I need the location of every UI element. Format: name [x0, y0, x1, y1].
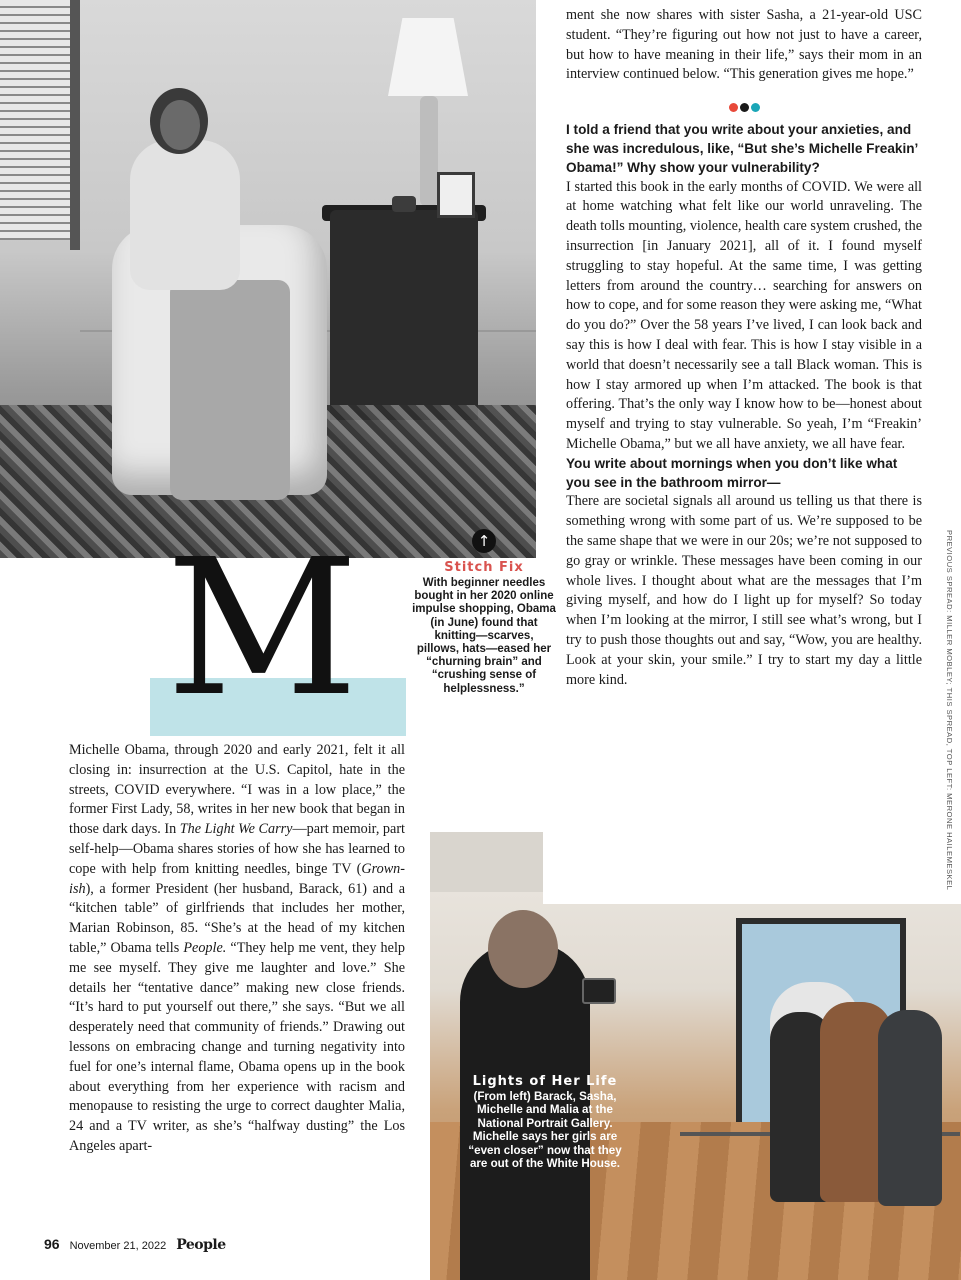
- article-body-right: [566, 6, 922, 690]
- arrow-up-icon: ↑: [472, 529, 496, 553]
- phone-camera: [582, 978, 616, 1004]
- section-divider: [566, 99, 922, 109]
- drop-cap: M: [166, 519, 359, 738]
- divider-dot-black: [740, 103, 749, 112]
- knitting-photo: [0, 0, 536, 558]
- magazine-mention: People.: [183, 939, 227, 956]
- person-body: [130, 140, 240, 290]
- continued-paragraph: ment she now shares with sister Sasha, a 21-year-old USC student. “They’re figuring out how not just to have a career, but how to have meaning in their life,” says their mom in an interview continued below. “This generation gives me hope.”: [566, 7, 922, 83]
- issue-date: November 21, 2022: [69, 1240, 167, 1252]
- caption-text: (From left) Barack, Sasha, Michelle and Malia at the National Portrait Gallery. Michelle says her girls are “even closer” now that they are out of the White House.: [468, 1090, 622, 1171]
- photo-cutout: [543, 832, 961, 904]
- divider-dot-red: [729, 103, 738, 112]
- question-2: You write about mornings when you don’t like what you see in the bathroom mirror—: [566, 455, 898, 490]
- lamp-base: [420, 96, 438, 206]
- window-frame: [70, 0, 80, 250]
- page-number: 96: [44, 1236, 60, 1252]
- side-table: [330, 210, 478, 420]
- picture-frame: [437, 172, 475, 218]
- caption-title: Lights of Her Life: [472, 1074, 618, 1089]
- answer-1: I started this book in the early months of COVID. We were all at home watching what felt like our world unraveling. The death tolls mounting, violence, health care system crushed, the insurrection [in January 2021], all of it. I found myself struggling to stay hopeful. At the same time, I was getting letters from around the country… searching for answers on how to cope, and for some reason they were asking me, “What do you do?” Over the 58 years I’ve lived, I can look back and say this is how I deal with fear. This is how I stay visible in a world that doesn’t necessarily see a tall Black woman. This is how I stay armored up when I’m attacked. The book is that offering. That’s the only way I know how to be—honest about myself and trying to stay vulnerable. So yeah, I’m “Freakin’ Michelle Obama,” but we all have anxiety, we all have fear.: [566, 178, 922, 452]
- book-title: The Light We Carry: [179, 821, 293, 838]
- barack-head: [488, 910, 558, 988]
- photo-caption-lights: [460, 1074, 630, 1170]
- question-1: I told a friend that you write about your anxieties, and she was incredulous, like, “But she’s Michelle Freakin’ Obama!” Why show your vulnerability?: [566, 122, 918, 175]
- lamp-shade: [388, 18, 468, 96]
- tv-title: Grown-ish: [69, 860, 405, 897]
- intro-paragraph: Michelle Obama, through 2020 and early 2021, felt it all closing in: insurrection at the U.S. Capitol, hate in the streets, COVID everywhere. “I was in a low place,” the former First Lady, 58, writes in her new book that began in those dark days. In The Light We Carry—part memoir, part self-help—Obama shares stories of how she has learned to cope with help from knitting needles, binge TV (Grown-ish), a former President (her husband, Barack, 61) and a “kitchen table” of girlfriends that includes her mother, Marian Robinson, 85. “She’s at the head of my kitchen table,” Obama tells People. “They help me vent, they help me see myself. They give me laughter and love.” She details her “tentative dance” making new close friends. “It’s hard to put yourself out there,” she says. “But we all desperately need that community of friends.” Drawing out lessons on embracing change and turning negativity into fuel for one’s internal flame, Obama opens up in the book about everything from her experience with racism and menopause to resisting the urge to correct daughter Malia, 24 and a TV writer, as she’s “halfway dusting” the Los Angeles apart-: [69, 742, 405, 1154]
- photo-credit-text: PREVIOUS SPREAD: MILLER MOBLEY; THIS SPREAD, TOP LEFT: MERONE HAILEMESKEL: [945, 530, 954, 891]
- page-footer: [44, 1236, 226, 1256]
- candle-jar: [392, 196, 416, 212]
- person-legs: [170, 280, 290, 500]
- person-face: [160, 100, 200, 150]
- answer-2: There are societal signals all around us telling us that there is something wrong with some part of us. We’re supposed to be the same shape that we were in our 20s; we’re not supposed to go gray or wrinkle. These messages have been coming in our whole lives. I thought about what are the messages that I’m giving myself, and how do I light up for myself? So today when I’m looking at the mirror, I still see what’s wrong, but I try to push those thoughts out and say, “Wow, you are healthy. Look at your skin, your smile.” I try to start my day a little more kind.: [566, 493, 922, 688]
- window-blinds: [0, 0, 70, 240]
- article-body-left: [69, 741, 405, 1157]
- gallery-photo: [430, 832, 961, 1280]
- malia-figure: [878, 1010, 942, 1206]
- divider-dot-teal: [751, 103, 760, 112]
- photo-credit: [942, 530, 956, 890]
- caption-text: With beginner needles bought in her 2020 online impulse shopping, Obama (in June) found that knitting—scarves, pillows, hats—eased her “churning brain” and “crushing sense of helplessness.”: [412, 577, 556, 695]
- caption-title: Stitch Fix: [444, 560, 524, 575]
- magazine-logo: People: [176, 1237, 226, 1253]
- gallery-ceiling: [430, 832, 543, 892]
- photo-caption-stitch-fix: [412, 560, 556, 696]
